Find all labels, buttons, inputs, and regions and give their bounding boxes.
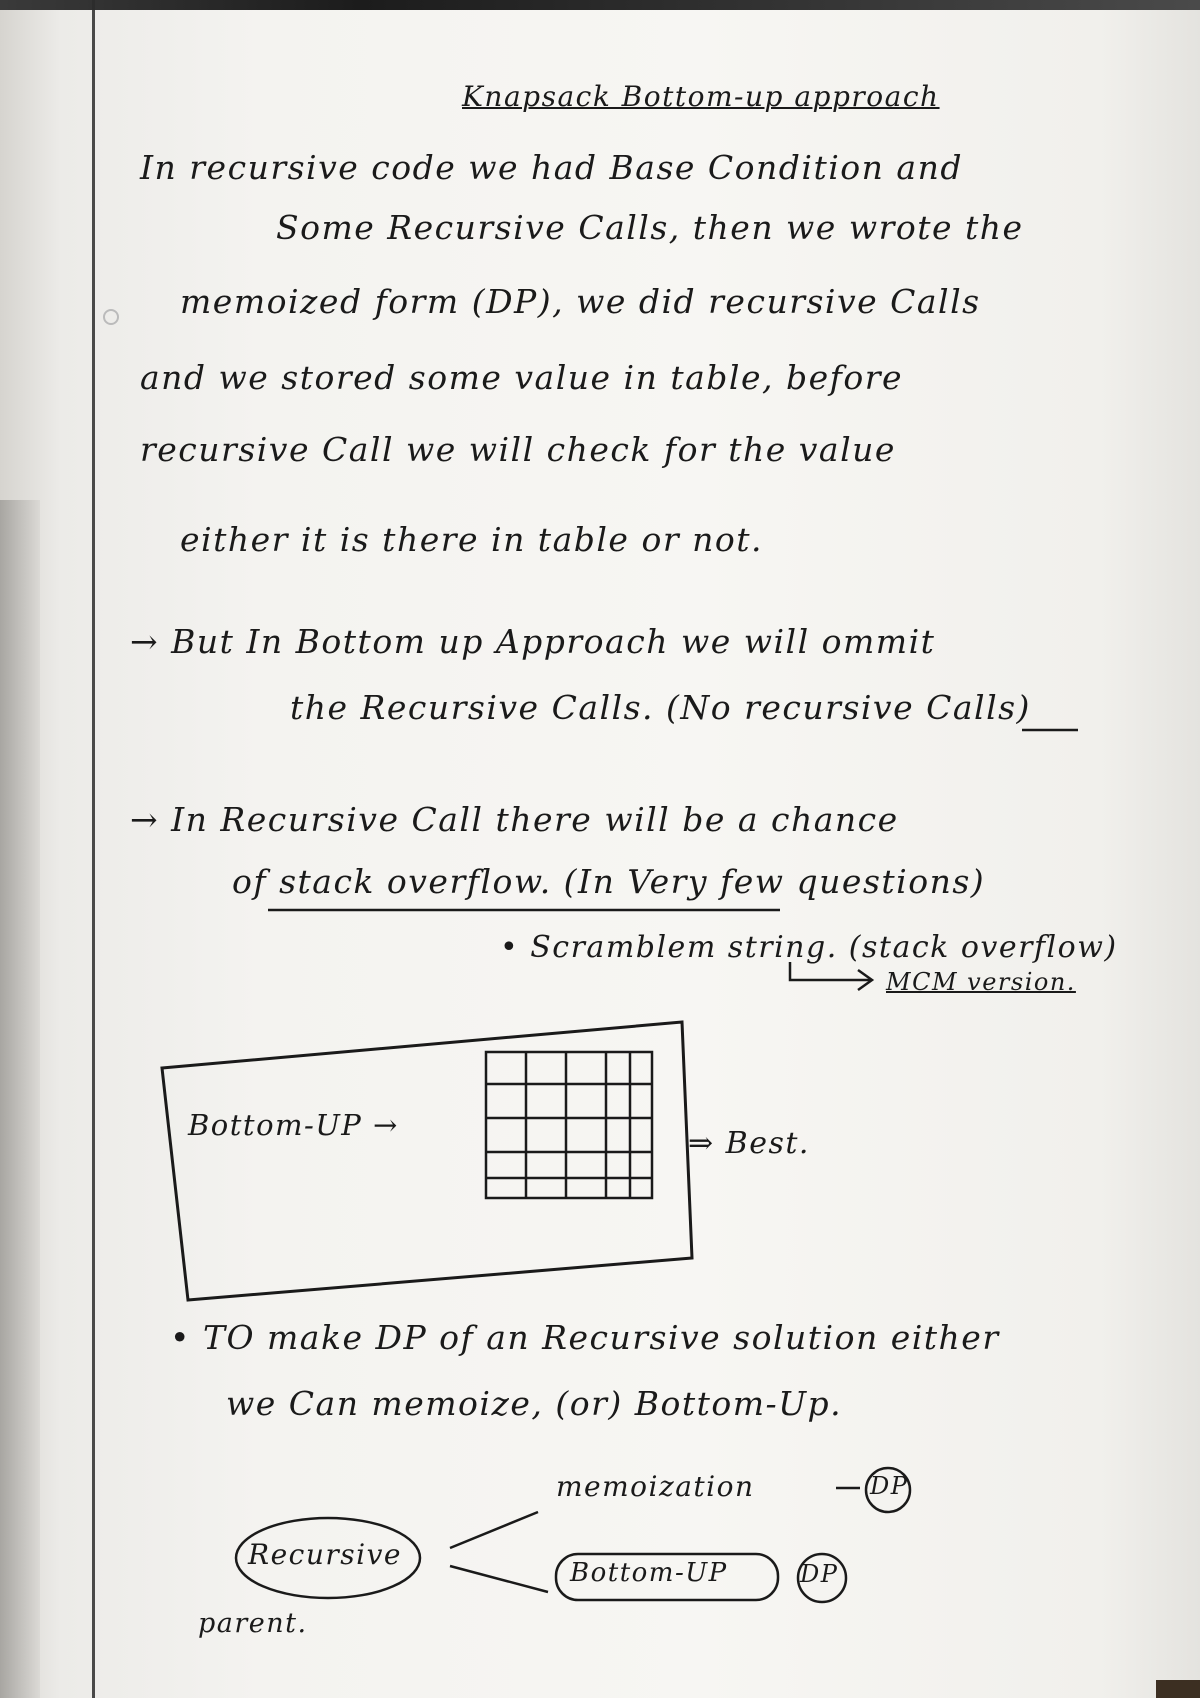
branch-line-bottom bbox=[450, 1566, 548, 1592]
dp-circle-bottom bbox=[798, 1554, 846, 1602]
para4-line2: we Can memoize, (or) Bottom-Up. bbox=[226, 1384, 843, 1423]
tree-parent-node: Recursive bbox=[248, 1538, 402, 1571]
bottom-up-label: Bottom-UP → bbox=[188, 1108, 399, 1142]
para2-line1: → But In Bottom up Approach we will ommit bbox=[130, 622, 936, 661]
mcm-note: MCM version. bbox=[886, 968, 1076, 996]
bottom-up-oval bbox=[556, 1554, 778, 1600]
dp-label-top: DP bbox=[870, 1472, 909, 1500]
branch-line-top bbox=[450, 1512, 538, 1548]
para1-line5: recursive Call we will check for the value bbox=[140, 430, 896, 469]
para3-line1: → In Recursive Call there will be a chance bbox=[130, 800, 899, 839]
para4-line1: • TO make DP of an Recursive solution either bbox=[170, 1318, 1000, 1357]
dp-table-grid bbox=[486, 1052, 652, 1198]
para2-line2: the Recursive Calls. (No recursive Calls) bbox=[290, 688, 1031, 727]
bullet-scramble: • Scramblem string. (stack overflow) bbox=[500, 930, 1118, 965]
para3-line2: of stack overflow. (In Very few questions) bbox=[232, 862, 986, 901]
para1-line2: Some Recursive Calls, then we wrote the bbox=[276, 208, 1024, 247]
dp-circle-top bbox=[866, 1468, 910, 1512]
para1-line3: memoized form (DP), we did recursive Calls bbox=[180, 282, 981, 321]
para1-line4: and we stored some value in table, before bbox=[140, 358, 904, 397]
dp-label-bottom: DP bbox=[800, 1560, 839, 1588]
best-label: ⇒ Best. bbox=[688, 1126, 810, 1161]
tree-parent-label: parent. bbox=[198, 1608, 308, 1639]
branch-bottom-up: Bottom-UP bbox=[570, 1558, 728, 1588]
para1-line1: In recursive code we had Base Condition and bbox=[140, 148, 963, 187]
para1-line6: either it is there in table or not. bbox=[180, 520, 763, 559]
bottom-up-box bbox=[162, 1022, 692, 1300]
recursive-ellipse bbox=[236, 1518, 420, 1598]
page-title: Knapsack Bottom-up approach bbox=[462, 80, 940, 113]
branch-memoization: memoization bbox=[556, 1470, 755, 1503]
